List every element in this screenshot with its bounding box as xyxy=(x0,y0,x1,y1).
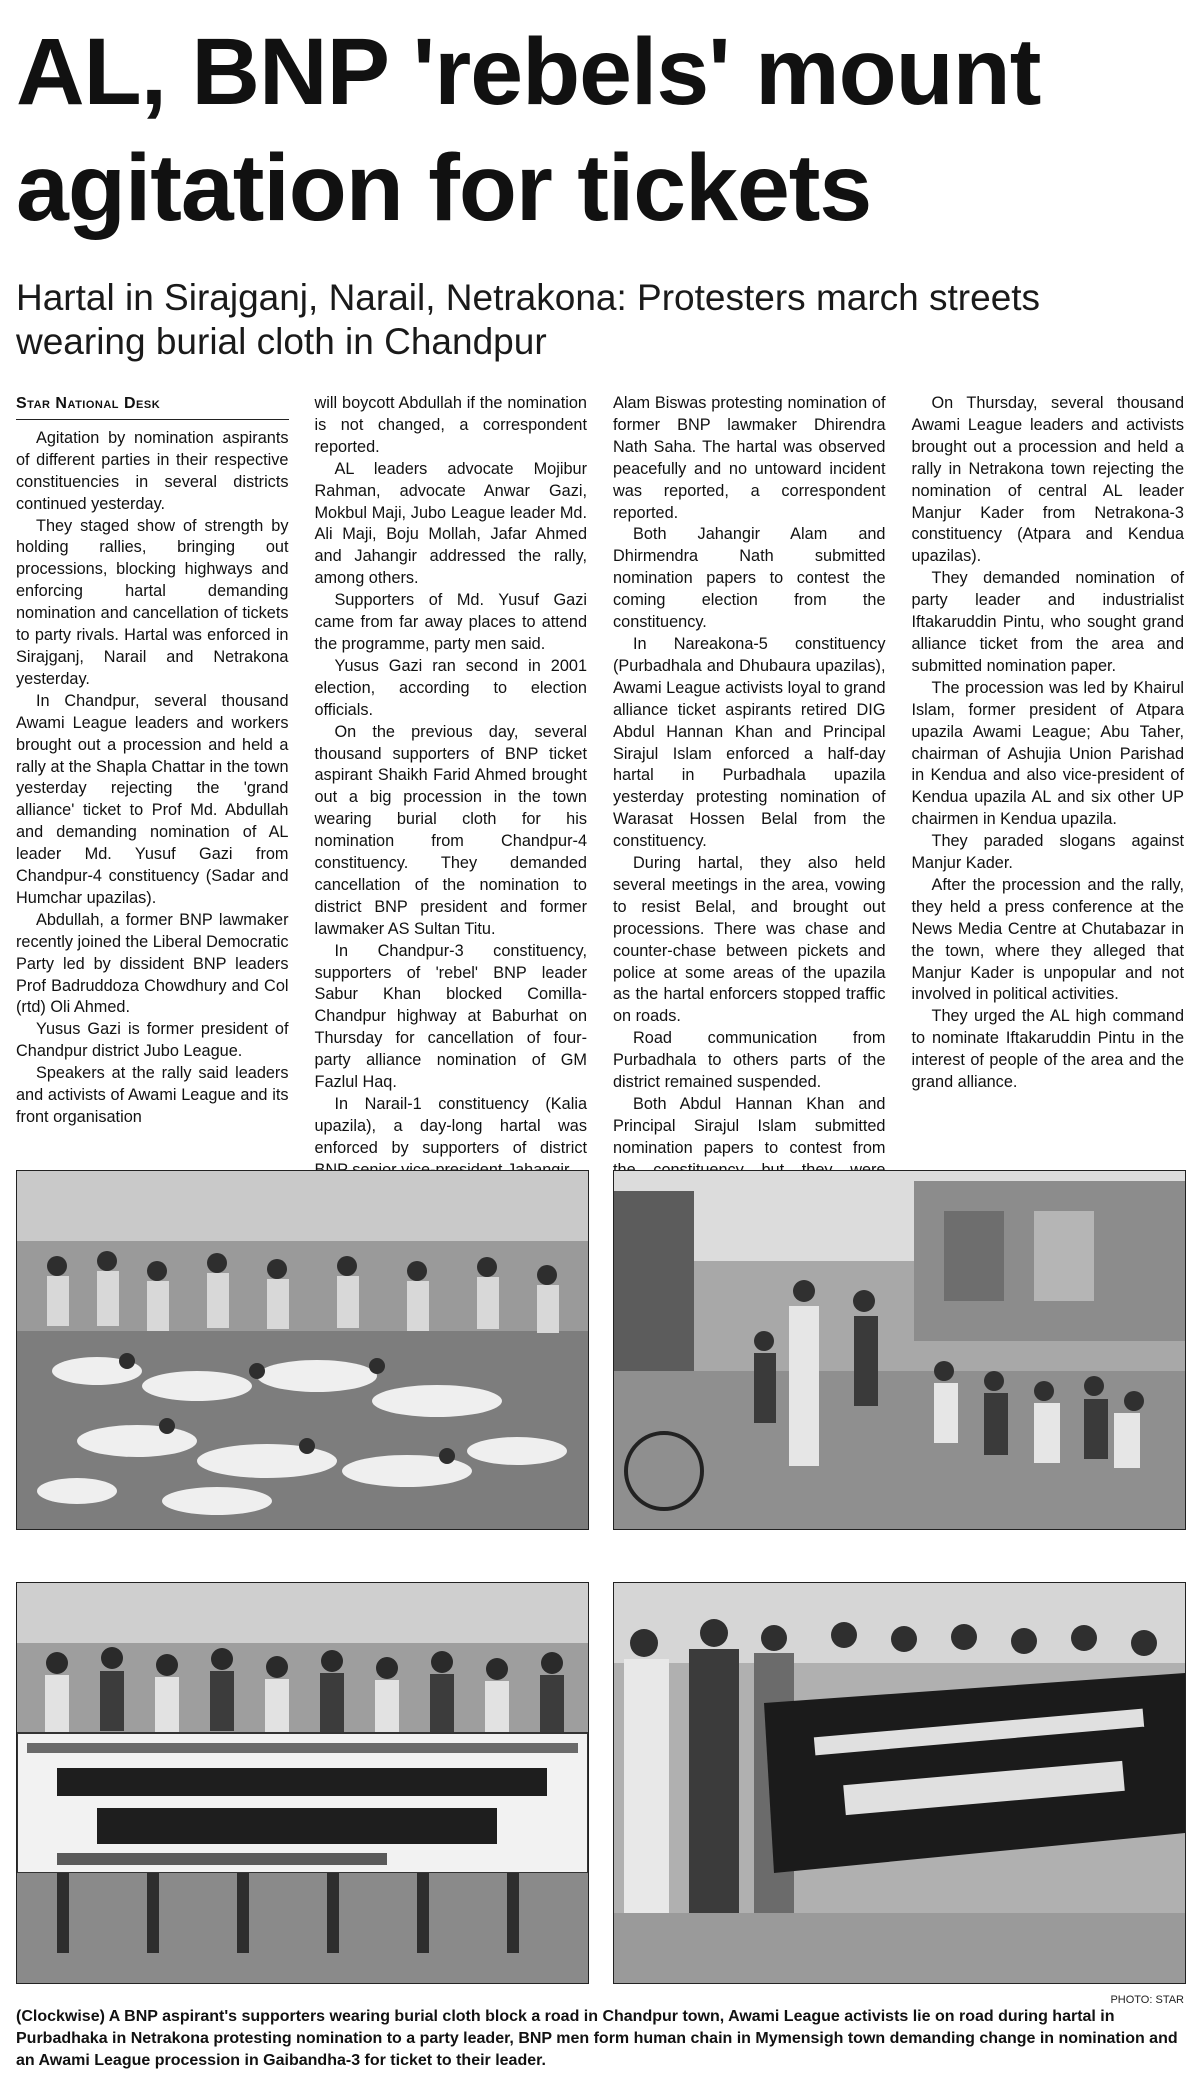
article-column-1 xyxy=(16,393,289,1204)
paragraph: Abdullah, a former BNP lawmaker recently joined the Liberal Democratic Party led by dissident BNP leaders Prof Badruddoza Chowdhury and Col (rtd) Oli Ahmed. xyxy=(16,910,289,1017)
article-column-2 xyxy=(315,393,588,1204)
paragraph: After the procession and the rally, they held a press conference at the News Media Centre at Chutabazar in the town, where they alleged that Manjur Kader is unpopular and not involved in political activities. xyxy=(911,875,1184,1004)
paragraph: They paraded slogans against Manjur Kader. xyxy=(911,832,1184,873)
paragraph: During hartal, they also held several meetings in the area, vowing to resist Belal, and brought out processions. There was chase and counter-chase between pickets and police at some areas of the upazila as the hartal enforcers stopped traffic on roads. xyxy=(613,854,886,1026)
article-column-4 xyxy=(912,393,1185,1204)
paragraph: Both Jahangir Alam and Dhirmendra Nath submitted nomination papers to contest the coming election from the constituency. xyxy=(613,525,886,632)
photo-mymensingh-human-chain xyxy=(16,1582,589,1984)
paragraph: Speakers at the rally said leaders and activists of Awami League and its front organisation xyxy=(16,1064,289,1126)
photo-caption: (Clockwise) A BNP aspirant's supporters wearing burial cloth block a road in Chandpur town, Awami League activists lie on road during hartal in Purbadhaka in Netrakona protesting nomination to a party leader, BNP men form human chain in Mymensigh town demanding change in nomination and an Awami League procession in Gaibandha-3 for ticket to their leader. xyxy=(16,2008,1178,2069)
byline: Star National Desk xyxy=(16,393,289,420)
paragraph: The procession was led by Khairul Islam, former president of Atpara upazila Awami League; Abu Taher, chairman of Ashujia Union Parishad in Kendua and also vice-president of Kendua upazila AL and six other UP chairmen in Kendua upazila. xyxy=(911,678,1184,829)
subheadline: Hartal in Sirajganj, Narail, Netrakona: Protesters march streets wearing burial cloth in Chandpur xyxy=(16,277,1041,362)
paragraph: In Narail-1 constituency (Kalia upazila), a day-long hartal was enforced by supporters of district xyxy=(314,1095,587,1157)
paragraph: Yusus Gazi is former president of Chandpur district Jubo League. xyxy=(16,1020,289,1061)
article-body xyxy=(16,393,1184,1204)
paragraph: will boycott Abdullah if the nomination is not changed, a correspondent reported. xyxy=(314,394,587,456)
paragraph: In Chandpur, several thousand Awami League leaders and workers brought out a procession and held a rally at the Shapla Chattar in the town yesterday rejecting the 'grand alliance' ticket to Prof Md. Abdullah and demanding nomination of AL leader Md. Yusuf Gazi from Chandpur-4 constituency (Sadar and Humchar upazilas). xyxy=(16,691,289,907)
paragraph: On Thursday, several thousand Awami League leaders and activists brought out a procession and held a rally in Netrakona town rejecting the nomination of central AL leader Manjur Kader from Netrakona-3 constituency (Atpara and Kendua upazilas). xyxy=(911,394,1184,566)
paragraph: They urged the AL high command to nominate Iftakaruddin Pintu in the interest of people of the area and the grand alliance. xyxy=(911,1007,1184,1092)
paragraph: Alam Biswas protesting nomination of former BNP lawmaker Dhirendra Nath Saha. The hartal was observed peacefully and no untoward incident was reported, a correspondent reported. xyxy=(613,394,886,522)
photo-credit: PHOTO: STAR xyxy=(1110,1994,1184,2006)
paragraph: On the previous day, several thousand supporters of BNP ticket aspirant Shaikh Farid Ahmed brought out a big procession in the town wearing burial cloth for his nomination from Chandpur-4 constituency. They demanded cancellation of the nomination to district BNP president and former lawmaker AS Sultan Titu. xyxy=(314,722,587,938)
paragraph: Road communication from Purbadhala to others parts of the district remained suspended. xyxy=(613,1029,886,1092)
paragraph: Yusus Gazi ran second in 2001 election, according to election officials. xyxy=(314,656,587,719)
paragraph: They demanded nomination of party leader and industrialist Iftakaruddin Pintu, who sought grand alliance ticket from the area and submitted nomination paper. xyxy=(911,569,1184,675)
paragraph: In Nareakona-5 constituency (Purbadhala and Dhubaura upazilas), Awami League activists loyal to grand alliance ticket aspirants retired DIG Abdul Hannan Khan and Principal Sirajul Islam enforced a half-day hartal in Purbadhala upazila yesterday protesting nomination of Warasat Hossen Belal from the constituency. xyxy=(613,634,886,851)
photo-netrakona-hartal xyxy=(613,1170,1186,1530)
paragraph: AL leaders advocate Mojibur Rahman, advocate Anwar Gazi, Mokbul Maji, Jubo League leader Md. Ali Maji, Boju Mollah, Jafar Ahmed and Jahangir addressed the rally, among others. xyxy=(314,459,587,588)
paragraph: Both Abdul Hannan Khan and Principal Sirajul Islam submitted nomination papers to contest from xyxy=(613,1095,886,1157)
photo-burial-cloth-protest xyxy=(16,1170,589,1530)
paragraph: In Chandpur-3 constituency, supporters of 'rebel' BNP leader Sabur Khan blocked Comilla-Chandpur highway at Baburhat on Thursday for cancellation of four-party alliance nomination of GM Fazlul Haq. xyxy=(314,941,587,1092)
photo-gaibandha-procession xyxy=(613,1582,1186,1984)
paragraph: Supporters of Md. Yusuf Gazi came from far away places to attend the programme, party men said. xyxy=(314,591,587,653)
paragraph: Agitation by nomination aspirants of different parties in their respective constituencies in several districts continued yesterday. xyxy=(16,428,289,513)
article-column-3 xyxy=(613,393,886,1204)
headline: AL, BNP 'rebels' mount agitation for tickets xyxy=(16,19,1041,241)
paragraph: They staged show of strength by holding rallies, bringing out processions, blocking highways and enforcing hartal demanding nomination and cancellation of tickets to party rivals. Hartal was enforced in Sirajganj, Narail and Netrakona yesterday. xyxy=(16,516,289,688)
